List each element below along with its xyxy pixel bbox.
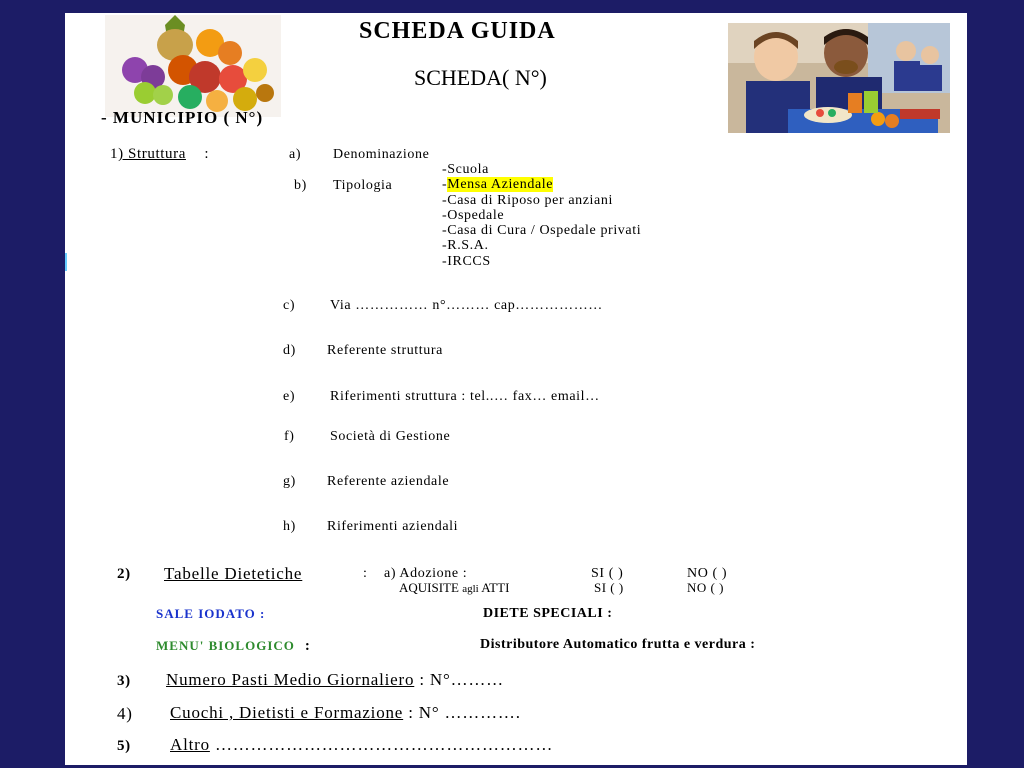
item-e-letter: e) xyxy=(283,389,296,404)
section-2-number: 2) xyxy=(117,566,131,582)
tipologia-item: -Ospedale xyxy=(442,207,505,223)
item-a-letter: a) xyxy=(289,147,302,162)
section-5-label: Altro xyxy=(170,735,210,754)
item-g-text: Referente aziendale xyxy=(327,474,450,489)
item-b-text: Tipologia xyxy=(333,178,393,193)
slide-marker xyxy=(65,253,67,271)
acquisite-label: AQUISITE agli ATTI xyxy=(399,580,510,595)
acquisite-si: SI ( ) xyxy=(594,580,624,595)
adozione-si: SI ( ) xyxy=(591,566,624,581)
item-e-text: Riferimenti struttura : tel..… fax… email… xyxy=(330,389,600,404)
tipologia-item: -Mensa Aziendale xyxy=(442,177,554,193)
section-3-label: Numero Pasti Medio Giornaliero xyxy=(166,670,415,689)
section-1-colon: : xyxy=(204,146,210,162)
tipologia-item: -IRCCS xyxy=(442,253,491,269)
tipologia-item: -Casa di Riposo per anziani xyxy=(442,192,613,208)
item-b-letter: b) xyxy=(294,178,307,193)
item-f-text: Società di Gestione xyxy=(330,429,451,444)
diete-speciali-label: DIETE SPECIALI : xyxy=(483,606,613,621)
section-3-row: Numero Pasti Medio Giornaliero : N°……… xyxy=(166,670,504,689)
section-5-row: Altro ………………………………………………… xyxy=(170,735,554,754)
municipio-heading: - MUNICIPIO ( N°) xyxy=(101,108,264,127)
distributore-label: Distributore Automatico frutta e verdura : xyxy=(480,637,756,652)
tipologia-item: -R.S.A. xyxy=(442,238,489,254)
scheda-number: SCHEDA( N°) xyxy=(414,65,547,90)
section-5-number: 5) xyxy=(117,738,131,754)
document-page xyxy=(65,13,967,765)
section-4-number: 4) xyxy=(117,704,133,723)
tipologia-item: -Casa di Cura / Ospedale privati xyxy=(442,223,642,239)
section-2-label: Tabelle Dietetiche xyxy=(164,564,303,583)
page-title: SCHEDA GUIDA xyxy=(359,18,556,44)
item-h-letter: h) xyxy=(283,519,296,534)
tipologia-list xyxy=(442,162,641,269)
item-d-text: Referente struttura xyxy=(327,343,443,358)
tipologia-item-highlighted: Mensa Aziendale xyxy=(447,177,554,193)
sale-iodato-label: SALE IODATO : xyxy=(156,606,266,621)
item-c-text: Via …………… n°……… cap……………… xyxy=(330,298,603,313)
section-2-colon: : xyxy=(363,566,368,581)
acquisite-no: NO ( ) xyxy=(687,580,724,595)
item-a-text: Denominazione xyxy=(333,147,430,162)
item-c-letter: c) xyxy=(283,298,296,313)
fruit-image xyxy=(105,15,281,117)
item-g-letter: g) xyxy=(283,474,296,489)
section-4-label: Cuochi , Dietisti e Formazione xyxy=(170,703,404,722)
item-f-letter: f) xyxy=(284,429,295,444)
section-1-label: ) Struttura xyxy=(118,146,186,162)
adozione-label: a) Adozione : xyxy=(384,566,468,581)
section-4-row: Cuochi , Dietisti e Formazione : N° …………. xyxy=(170,703,521,722)
children-eating-image xyxy=(728,23,950,133)
item-d-letter: d) xyxy=(283,343,296,358)
section-3-number: 3) xyxy=(117,673,131,689)
menu-biologico-label: MENU' BIOLOGICO xyxy=(156,638,295,653)
section-1-heading xyxy=(110,146,209,163)
menu-biologico-row: MENU' BIOLOGICO : xyxy=(156,638,310,654)
section-1-number: 1 xyxy=(110,146,119,162)
adozione-no: NO ( ) xyxy=(687,566,728,581)
item-h-text: Riferimenti aziendali xyxy=(327,519,459,534)
tipologia-item: -Scuola xyxy=(442,162,489,177)
